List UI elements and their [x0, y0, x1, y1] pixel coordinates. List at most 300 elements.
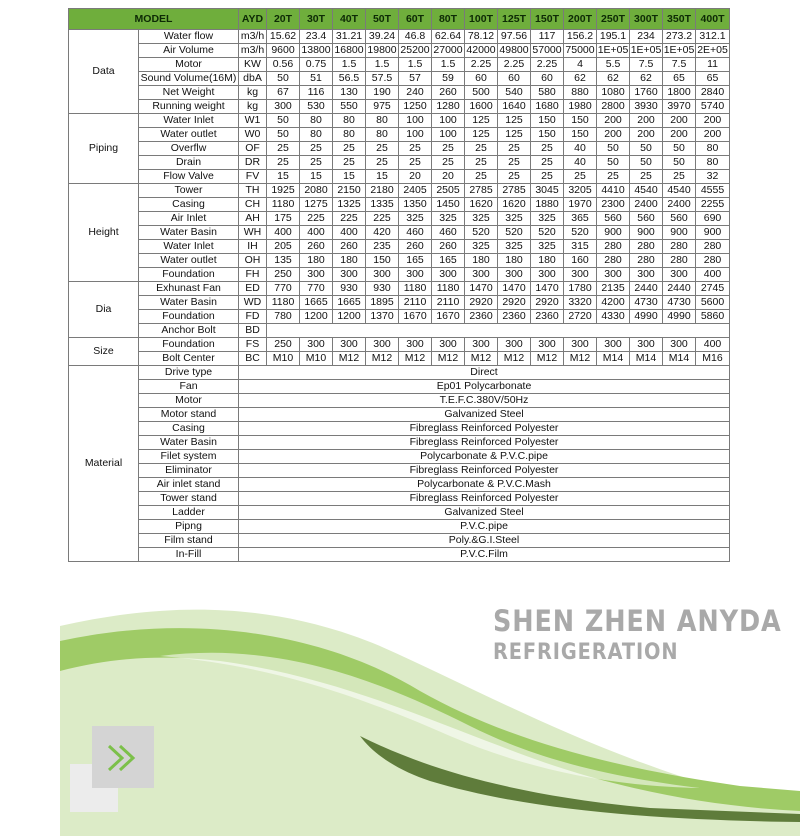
value-cell: 4410 [597, 184, 630, 198]
value-cell: 273.2 [663, 30, 696, 44]
value-cell: 300 [366, 268, 399, 282]
value-cell: 240 [399, 86, 432, 100]
value-cell: 1620 [498, 198, 531, 212]
value-cell: 2505 [432, 184, 465, 198]
value-cell: 420 [366, 226, 399, 240]
value-cell: 325 [465, 212, 498, 226]
table-row [69, 114, 730, 128]
table-row [69, 422, 730, 436]
value-cell: 300 [465, 338, 498, 352]
value-cell: 4330 [597, 310, 630, 324]
value-cell: 9600 [267, 44, 300, 58]
table-body [69, 30, 730, 562]
table-row [69, 72, 730, 86]
value-cell: 2.25 [465, 58, 498, 72]
value-cell: 2800 [597, 100, 630, 114]
table-header-row [69, 9, 730, 30]
row-unit: FD [239, 310, 267, 324]
value-cell: 325 [498, 212, 531, 226]
row-label: Water Basin [139, 436, 239, 450]
value-cell: 100 [432, 128, 465, 142]
value-cell: 27000 [433, 44, 463, 56]
value-cell: 300 [399, 268, 432, 282]
model-header-400t: 400T [696, 9, 730, 30]
row-label: Motor stand [139, 408, 239, 422]
value-cell: 25 [564, 170, 597, 184]
table-row [69, 170, 730, 184]
value-cell: 300 [531, 338, 564, 352]
model-header-125t: 125T [498, 9, 531, 30]
value-cell: 25 [498, 142, 531, 156]
value-cell: 900 [630, 226, 663, 240]
value-cell: 900 [597, 226, 630, 240]
value-cell: 205 [267, 240, 300, 254]
value-cell: 1980 [564, 100, 597, 114]
value-cell: 540 [498, 86, 531, 100]
value-cell: 4990 [630, 310, 663, 324]
model-header-250t: 250T [597, 9, 630, 30]
value-cell: 1.5 [432, 58, 465, 72]
value-cell: 200 [663, 114, 696, 128]
row-unit: IH [239, 240, 267, 254]
material-value: Poly.&G.I.Steel [239, 534, 730, 548]
row-unit: kg [239, 100, 267, 114]
value-cell: 25 [531, 142, 564, 156]
row-label: Foundation [139, 310, 239, 324]
table-row [69, 128, 730, 142]
model-header-300t: 300T [630, 9, 663, 30]
value-cell: 975 [366, 100, 399, 114]
value-cell: 100 [399, 128, 432, 142]
value-cell: 780 [267, 310, 300, 324]
value-cell: 4555 [696, 184, 730, 198]
value-cell: M12 [366, 352, 399, 366]
value-cell: 1E+05 [663, 44, 695, 56]
row-label: Running weight [139, 100, 239, 114]
table-row [69, 338, 730, 352]
value-cell: 116 [300, 86, 333, 100]
value-cell: 460 [432, 226, 465, 240]
value-cell: 15.62 [267, 30, 300, 44]
value-cell: 150 [531, 128, 564, 142]
table-row [69, 436, 730, 450]
value-cell: 1450 [432, 198, 465, 212]
value-cell: 80 [696, 156, 730, 170]
table-row [69, 212, 730, 226]
material-value: Polycarbonate & P.V.C.pipe [239, 450, 730, 464]
row-label: Film stand [139, 534, 239, 548]
value-cell: 5600 [696, 296, 730, 310]
table-row [69, 492, 730, 506]
value-cell: 150 [366, 254, 399, 268]
value-cell: 2180 [366, 184, 399, 198]
material-value: Fibreglass Reinforced Polyester [239, 422, 730, 436]
value-cell: 2110 [399, 296, 432, 310]
value-cell: 50 [630, 142, 663, 156]
material-value: Fibreglass Reinforced Polyester [239, 492, 730, 506]
row-label: Filet system [139, 450, 239, 464]
value-cell: 1180 [267, 296, 300, 310]
value-cell: 300 [630, 338, 663, 352]
value-cell: 50 [663, 142, 696, 156]
value-cell: 260 [432, 240, 465, 254]
value-cell: 3045 [531, 184, 564, 198]
material-value: T.E.F.C.380V/50Hz [239, 394, 730, 408]
value-cell: 1275 [300, 198, 333, 212]
row-label: Anchor Bolt [139, 324, 239, 338]
value-cell: 225 [333, 212, 366, 226]
table-row [69, 310, 730, 324]
value-cell: 520 [564, 226, 597, 240]
value-cell: 280 [663, 254, 696, 268]
value-cell: 7.5 [630, 58, 663, 72]
value-cell: 1670 [432, 310, 465, 324]
table-row [69, 464, 730, 478]
value-cell: 2920 [465, 296, 498, 310]
value-cell: 25 [465, 170, 498, 184]
value-cell: 62 [564, 72, 597, 86]
value-cell: 1350 [399, 198, 432, 212]
row-label: Drain [139, 156, 239, 170]
value-cell: 2785 [498, 184, 531, 198]
group-label-height: Height [69, 184, 139, 282]
value-cell: 1200 [300, 310, 333, 324]
value-cell: 1.5 [333, 58, 366, 72]
row-label: Water flow [139, 30, 239, 44]
value-cell: 65 [696, 72, 730, 86]
row-label: Eliminator [139, 464, 239, 478]
value-cell: 260 [399, 240, 432, 254]
value-cell: 4730 [630, 296, 663, 310]
group-label-dia: Dia [69, 282, 139, 338]
value-cell: 40 [564, 142, 597, 156]
row-unit: AH [239, 212, 267, 226]
table-row [69, 408, 730, 422]
value-cell: 3205 [564, 184, 597, 198]
value-cell: 160 [564, 254, 597, 268]
value-cell: 880 [564, 86, 597, 100]
table-row [69, 296, 730, 310]
value-cell: 39.24 [366, 30, 399, 44]
value-cell: 1665 [333, 296, 366, 310]
value-cell: 25 [531, 170, 564, 184]
value-cell: 930 [366, 282, 399, 296]
unit-header: AYD [239, 9, 267, 30]
value-cell: 32 [696, 170, 730, 184]
row-label: Pipng [139, 520, 239, 534]
value-cell: 300 [300, 338, 333, 352]
value-cell: 2440 [630, 282, 663, 296]
value-cell: 250 [267, 338, 300, 352]
value-cell: 315 [564, 240, 597, 254]
table-row [69, 282, 730, 296]
value-cell: 20 [399, 170, 432, 184]
value-cell: 165 [399, 254, 432, 268]
row-unit: FS [239, 338, 267, 352]
value-cell: 400 [696, 268, 730, 282]
value-cell: 80 [333, 128, 366, 142]
value-cell: 1970 [564, 198, 597, 212]
table-row [69, 352, 730, 366]
value-cell: 200 [663, 128, 696, 142]
row-label: In-Fill [139, 548, 239, 562]
value-cell: 25 [267, 142, 300, 156]
row-label: Casing [139, 198, 239, 212]
value-cell: 5740 [696, 100, 730, 114]
value-cell: 135 [267, 254, 300, 268]
value-cell: 300 [597, 338, 630, 352]
value-cell: 1680 [531, 100, 564, 114]
row-label: Water outlet [139, 128, 239, 142]
value-cell: 400 [267, 226, 300, 240]
value-cell: 235 [366, 240, 399, 254]
value-cell: 1.5 [399, 58, 432, 72]
row-unit: kg [239, 86, 267, 100]
value-cell: 1895 [366, 296, 399, 310]
value-cell: 50 [630, 156, 663, 170]
row-label: Water Inlet [139, 114, 239, 128]
value-cell: 150 [564, 128, 597, 142]
value-cell: 300 [564, 268, 597, 282]
value-cell: 25 [498, 156, 531, 170]
value-cell: 3970 [663, 100, 696, 114]
value-cell: 57000 [532, 44, 562, 56]
value-cell: 3320 [564, 296, 597, 310]
value-cell: 4 [564, 58, 597, 72]
table-row [69, 142, 730, 156]
value-cell: M12 [498, 352, 531, 366]
row-label: Drive type [139, 366, 239, 380]
row-unit: dbA [239, 72, 267, 86]
value-cell: 13800 [301, 44, 331, 56]
model-header-350t: 350T [663, 9, 696, 30]
row-label: Foundation [139, 338, 239, 352]
value-cell: M16 [696, 352, 730, 366]
value-cell: 1E+05 [597, 44, 629, 56]
value-cell: 300 [333, 268, 366, 282]
value-cell: 2360 [531, 310, 564, 324]
value-cell: 690 [696, 212, 730, 226]
value-cell: 1E+05 [630, 44, 662, 56]
value-cell: 300 [465, 268, 498, 282]
value-cell: 560 [663, 212, 696, 226]
value-cell: 300 [366, 338, 399, 352]
model-header-60t: 60T [399, 9, 432, 30]
value-cell: 260 [432, 86, 465, 100]
row-unit: KW [239, 58, 267, 72]
value-cell: 325 [531, 240, 564, 254]
row-label: Water Basin [139, 296, 239, 310]
value-cell: 1280 [432, 100, 465, 114]
value-cell: 117 [531, 30, 564, 44]
value-cell: 2400 [630, 198, 663, 212]
table-row [69, 506, 730, 520]
value-cell: M10 [267, 352, 300, 366]
value-cell: 42000 [466, 44, 496, 56]
value-cell: 78.12 [465, 30, 498, 44]
value-cell: 60 [465, 72, 498, 86]
value-cell: 2745 [696, 282, 730, 296]
table-row [69, 240, 730, 254]
value-cell: 25 [465, 156, 498, 170]
row-unit: OF [239, 142, 267, 156]
value-cell: 280 [663, 240, 696, 254]
value-cell: 50 [267, 128, 300, 142]
material-value: Galvanized Steel [239, 408, 730, 422]
value-cell: 175 [267, 212, 300, 226]
model-header-30t: 30T [300, 9, 333, 30]
value-cell: 580 [531, 86, 564, 100]
row-unit: WH [239, 226, 267, 240]
value-cell: 15 [333, 170, 366, 184]
value-cell: 2.25 [531, 58, 564, 72]
value-cell: 930 [333, 282, 366, 296]
value-cell: 225 [300, 212, 333, 226]
value-cell: 1325 [333, 198, 366, 212]
value-cell: 1335 [366, 198, 399, 212]
value-cell: 520 [465, 226, 498, 240]
value-cell: M10 [300, 352, 333, 366]
value-cell: 25 [498, 170, 531, 184]
value-cell: M12 [465, 352, 498, 366]
value-cell: 25 [333, 156, 366, 170]
value-cell: 1470 [498, 282, 531, 296]
value-cell: 4730 [663, 296, 696, 310]
value-cell: 400 [333, 226, 366, 240]
material-value: Polycarbonate & P.V.C.Mash [239, 478, 730, 492]
value-cell: 2840 [696, 86, 730, 100]
value-cell: 125 [465, 114, 498, 128]
row-label: Water outlet [139, 254, 239, 268]
model-header-50t: 50T [366, 9, 399, 30]
row-unit: ED [239, 282, 267, 296]
value-cell: 25200 [400, 44, 430, 56]
value-cell: 31.21 [333, 30, 366, 44]
value-cell: 300 [399, 338, 432, 352]
value-cell: 234 [630, 30, 663, 44]
group-label-material: Material [69, 366, 139, 562]
row-label: Tower [139, 184, 239, 198]
value-cell: 75000 [565, 44, 595, 56]
value-cell: M12 [531, 352, 564, 366]
value-cell: 300 [498, 268, 531, 282]
table-row [69, 184, 730, 198]
value-cell: 1925 [267, 184, 300, 198]
value-cell: 62.64 [432, 30, 465, 44]
decorative-wave-banner [0, 586, 800, 836]
material-value: Fibreglass Reinforced Polyester [239, 436, 730, 450]
value-cell: 1180 [432, 282, 465, 296]
table-row [69, 324, 730, 338]
model-header-20t: 20T [267, 9, 300, 30]
value-cell: 50 [597, 142, 630, 156]
value-cell: 2.25 [498, 58, 531, 72]
value-cell: 25 [333, 142, 366, 156]
value-cell: 25 [399, 142, 432, 156]
value-cell: 56.5 [333, 72, 366, 86]
value-cell: 2920 [498, 296, 531, 310]
row-unit: W0 [239, 128, 267, 142]
value-cell: 25 [597, 170, 630, 184]
value-cell: 125 [498, 128, 531, 142]
value-cell: 51 [300, 72, 333, 86]
value-cell: 2255 [696, 198, 730, 212]
value-cell: 900 [696, 226, 730, 240]
value-cell: 1665 [300, 296, 333, 310]
group-label-size: Size [69, 338, 139, 366]
row-label: Ladder [139, 506, 239, 520]
value-cell: 3930 [630, 100, 663, 114]
value-cell: 50 [267, 72, 300, 86]
value-cell: 7.5 [663, 58, 696, 72]
row-label: Water Inlet [139, 240, 239, 254]
value-cell: 260 [333, 240, 366, 254]
spec-table [68, 8, 730, 562]
table-row [69, 100, 730, 114]
value-cell: 770 [300, 282, 333, 296]
row-label: Motor [139, 394, 239, 408]
value-cell: M12 [432, 352, 465, 366]
value-cell: 200 [597, 128, 630, 142]
value-cell: 312.1 [696, 30, 730, 44]
value-cell: 280 [630, 254, 663, 268]
material-value: Galvanized Steel [239, 506, 730, 520]
value-cell: 300 [432, 338, 465, 352]
row-label: Air Inlet [139, 212, 239, 226]
value-cell: 60 [498, 72, 531, 86]
value-cell: 560 [630, 212, 663, 226]
value-cell: 25 [531, 156, 564, 170]
row-unit: DR [239, 156, 267, 170]
value-cell: 530 [300, 100, 333, 114]
table-row [69, 198, 730, 212]
value-cell: 80 [333, 114, 366, 128]
value-cell: 23.4 [300, 30, 333, 44]
row-label: Net Weight [139, 86, 239, 100]
value-cell: 180 [333, 254, 366, 268]
value-cell: 50 [267, 114, 300, 128]
value-cell: 900 [663, 226, 696, 240]
value-cell: 1200 [333, 310, 366, 324]
value-cell: 2135 [597, 282, 630, 296]
model-header-40t: 40T [333, 9, 366, 30]
value-cell: 1180 [267, 198, 300, 212]
row-label: Flow Valve [139, 170, 239, 184]
table-row [69, 478, 730, 492]
value-cell: 49800 [499, 44, 529, 56]
value-cell: 62 [597, 72, 630, 86]
value-cell: M14 [630, 352, 663, 366]
table-row [69, 86, 730, 100]
material-value: P.V.C.Film [239, 548, 730, 562]
value-cell: 1600 [465, 100, 498, 114]
value-cell: 25 [300, 156, 333, 170]
table-row [69, 548, 730, 562]
table-row [69, 226, 730, 240]
material-value: P.V.C.pipe [239, 520, 730, 534]
brand-subtitle: REFRIGERATION [493, 640, 679, 665]
value-cell: 97.56 [498, 30, 531, 44]
table-row [69, 366, 730, 380]
value-cell: 1250 [399, 100, 432, 114]
value-cell: 80 [366, 114, 399, 128]
group-label-piping: Piping [69, 114, 139, 184]
value-cell: 250 [267, 268, 300, 282]
value-cell: 80 [696, 142, 730, 156]
value-cell: 25 [366, 156, 399, 170]
row-label: Air Volume [139, 44, 239, 58]
value-cell: 25 [432, 142, 465, 156]
